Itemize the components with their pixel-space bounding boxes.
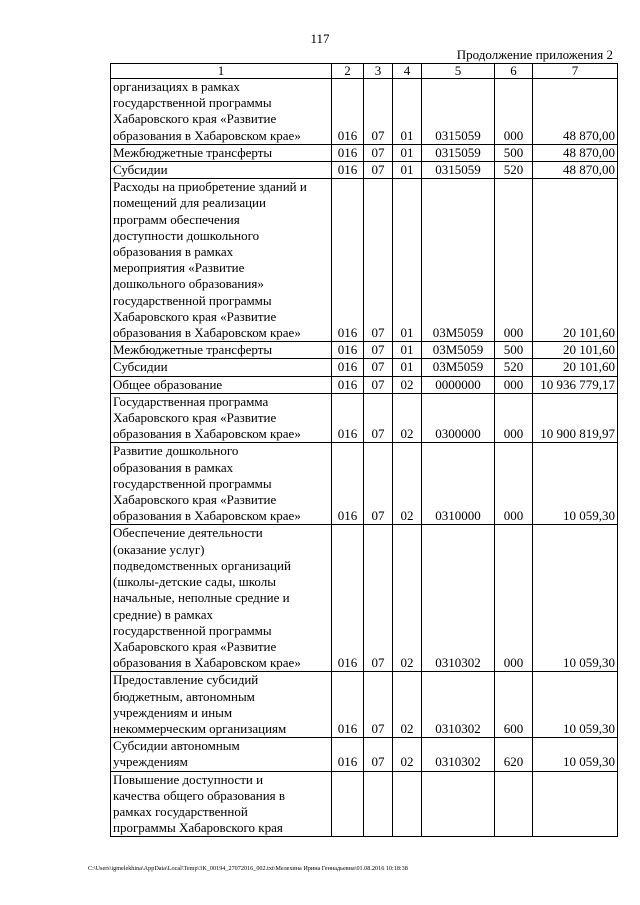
cell-amount: 20 101,60 [533,359,618,376]
cell-section: 07 [364,443,393,525]
budget-table [110,63,618,837]
cell-target-article: 03М5059 [422,179,495,342]
cell-section: 07 [364,525,393,672]
cell-name: Субсидии автономным учреждениям [111,738,332,771]
cell-section: 07 [364,672,393,738]
cell-expense-type: 520 [495,359,533,376]
cell-target-article: 03М5059 [422,359,495,376]
cell-subsection: 01 [393,162,422,179]
cell-section: 07 [364,179,393,342]
cell-expense-type [495,771,533,837]
cell-subsection: 01 [393,359,422,376]
cell-target-article: 0310302 [422,672,495,738]
cell-amount: 10 059,30 [533,738,618,771]
page-number: 117 [310,31,330,46]
cell-name: Субсидии [111,359,332,376]
table-row [111,144,618,161]
continuation-caption: Продолжение приложения 2 [456,47,613,62]
cell-name: Межбюджетные трансферты [111,144,332,161]
cell-admin-code: 016 [332,393,364,443]
table-row [111,738,618,771]
column-header-1: 1 [111,64,332,79]
cell-amount: 48 870,00 [533,79,618,145]
cell-target-article: 0310000 [422,443,495,525]
file-path-footer: C:\Users\igmelekhina\AppData\Local\Temp\3K_00194_27072016_002.txt\Мелехина Ирина Геннадьевна\01.08.2016 10:18:38 [88,865,408,872]
cell-admin-code: 016 [332,672,364,738]
cell-subsection: 02 [393,672,422,738]
column-header-4: 4 [393,64,422,79]
cell-name: Субсидии [111,162,332,179]
cell-admin-code: 016 [332,525,364,672]
cell-admin-code: 016 [332,376,364,393]
table-body [111,79,618,837]
column-header-7: 7 [533,64,618,79]
table-row [111,525,618,672]
table-row [111,179,618,342]
cell-expense-type: 000 [495,179,533,342]
cell-subsection: 02 [393,738,422,771]
cell-section: 07 [364,342,393,359]
cell-subsection: 01 [393,342,422,359]
cell-expense-type: 000 [495,79,533,145]
cell-subsection: 02 [393,443,422,525]
cell-section: 07 [364,144,393,161]
cell-section: 07 [364,376,393,393]
cell-name: Развитие дошкольного образования в рамках государственной программы Хабаровского края «Развитие образования в Хабаровском крае» [111,443,332,525]
cell-amount: 20 101,60 [533,342,618,359]
cell-expense-type: 000 [495,376,533,393]
cell-target-article: 03М5059 [422,342,495,359]
table-row [111,771,618,837]
table-row [111,162,618,179]
cell-target-article: 0300000 [422,393,495,443]
cell-admin-code [332,771,364,837]
cell-amount [533,771,618,837]
cell-name: Межбюджетные трансферты [111,342,332,359]
cell-section: 07 [364,359,393,376]
cell-amount: 10 936 779,17 [533,376,618,393]
cell-amount: 10 900 819,97 [533,393,618,443]
cell-section: 07 [364,738,393,771]
cell-subsection: 02 [393,393,422,443]
cell-admin-code: 016 [332,144,364,161]
cell-expense-type: 000 [495,443,533,525]
column-header-6: 6 [495,64,533,79]
cell-target-article: 0000000 [422,376,495,393]
cell-subsection: 02 [393,525,422,672]
cell-section [364,771,393,837]
cell-name: Расходы на приобретение зданий и помещений для реализации программ обеспечения доступности дошкольного образования в рамках мероприятия «Развитие дошкольного образования» государственной программы Хабаровского края «Развитие образования в Хабаровском крае» [111,179,332,342]
table-row [111,376,618,393]
table-row [111,443,618,525]
cell-target-article [422,771,495,837]
cell-target-article: 0315059 [422,144,495,161]
cell-target-article: 0315059 [422,79,495,145]
cell-section: 07 [364,79,393,145]
cell-admin-code: 016 [332,79,364,145]
column-header-2: 2 [332,64,364,79]
table-row [111,79,618,145]
column-header-3: 3 [364,64,393,79]
cell-admin-code: 016 [332,162,364,179]
cell-admin-code: 016 [332,179,364,342]
cell-subsection: 02 [393,376,422,393]
cell-name: Предоставление субсидий бюджетным, автономным учреждениям и иным некоммерческим организациям [111,672,332,738]
table-row [111,393,618,443]
cell-admin-code: 016 [332,443,364,525]
cell-expense-type: 620 [495,738,533,771]
cell-admin-code: 016 [332,359,364,376]
table-row [111,672,618,738]
cell-amount: 48 870,00 [533,144,618,161]
cell-amount: 10 059,30 [533,525,618,672]
cell-section: 07 [364,162,393,179]
cell-amount: 10 059,30 [533,672,618,738]
cell-amount: 20 101,60 [533,179,618,342]
cell-subsection: 01 [393,179,422,342]
cell-target-article: 0310302 [422,525,495,672]
cell-expense-type: 500 [495,342,533,359]
column-header-5: 5 [422,64,495,79]
cell-subsection: 01 [393,79,422,145]
cell-section: 07 [364,393,393,443]
cell-expense-type: 000 [495,393,533,443]
cell-admin-code: 016 [332,342,364,359]
cell-amount: 10 059,30 [533,443,618,525]
cell-amount: 48 870,00 [533,162,618,179]
table-header-row [111,64,618,79]
cell-expense-type: 000 [495,525,533,672]
cell-expense-type: 600 [495,672,533,738]
cell-name: Обеспечение деятельности (оказание услуг) подведомственных организаций (школы-детские сады, школы начальные, неполные средние и средние) в рамках государственной программы Хабаровского края «Развитие образования в Хабаровском крае» [111,525,332,672]
cell-name: Государственная программа Хабаровского края «Развитие образования в Хабаровском крае» [111,393,332,443]
cell-name: Повышение доступности и качества общего образования в рамках государственной программы Хабаровского края [111,771,332,837]
cell-admin-code: 016 [332,738,364,771]
table-row [111,359,618,376]
table-row [111,342,618,359]
cell-expense-type: 520 [495,162,533,179]
cell-target-article: 0315059 [422,162,495,179]
cell-subsection: 01 [393,144,422,161]
cell-name: организациях в рамках государственной программы Хабаровского края «Развитие образования в Хабаровском крае» [111,79,332,145]
cell-expense-type: 500 [495,144,533,161]
cell-target-article: 0310302 [422,738,495,771]
cell-name: Общее образование [111,376,332,393]
cell-subsection [393,771,422,837]
